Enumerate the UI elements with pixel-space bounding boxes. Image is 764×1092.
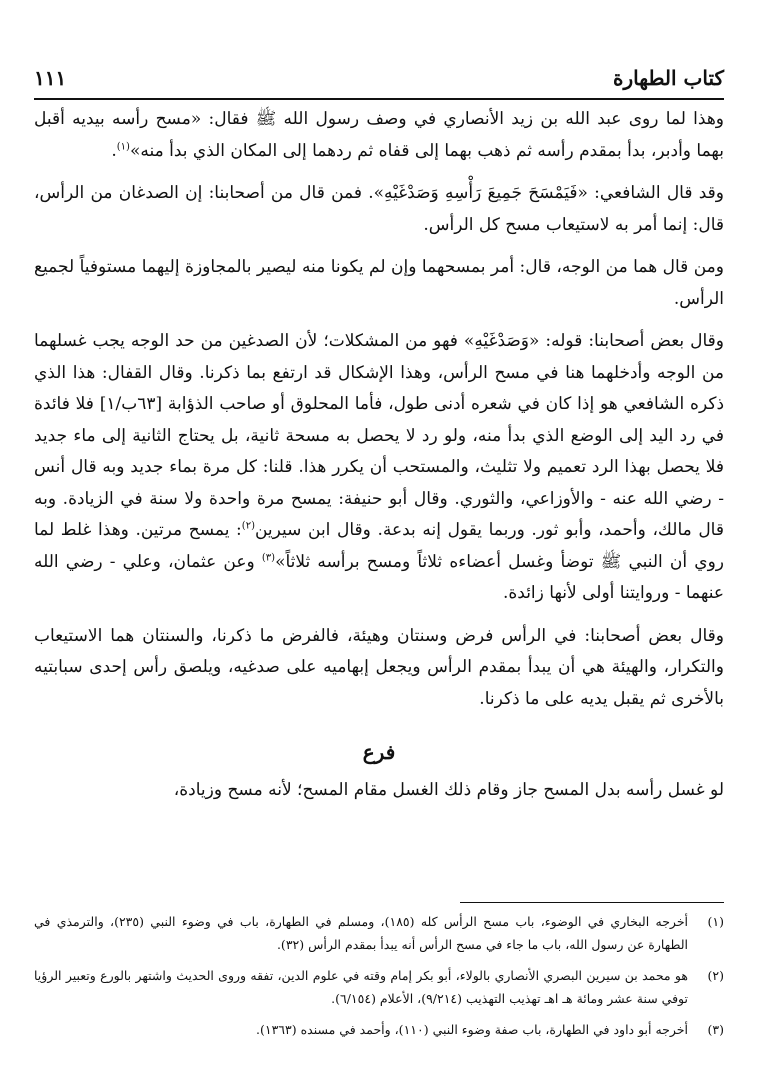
footnote-ref-1[interactable]: (١)	[116, 140, 130, 152]
paragraph-text: : يمسح مرتين. وهذا غلط لما روي أن النبي ﷺ توضأ وغسل أعضاءه ثلاثاً ومسح برأسه ثلاثاً»	[34, 520, 725, 572]
footnote-text: أخرجه أبو داود في الطهارة، باب صفة وضوء النبي (١١٠)، وأحمد في مسنده (١٣٦٣).	[256, 1022, 688, 1037]
running-header	[34, 58, 724, 98]
footnote-1	[34, 910, 724, 956]
header-rule	[34, 98, 724, 100]
paragraph-1	[34, 104, 724, 167]
footnote-number: (١)	[707, 914, 724, 929]
footnote-number: (٢)	[707, 968, 724, 983]
footnote-3	[34, 1018, 724, 1041]
footnotes	[34, 910, 724, 1049]
paragraph-text: وهذا لما روى عبد الله بن زيد الأنصاري في وصف رسول الله ﷺ فقال: «مسح رأسه بيديه أقبل بهما وأدبر، بدأ بمقدم رأسه ثم ذهب بهما إلى قفاه ثم ردهما إلى المكان الذي بدأ منه»	[34, 109, 724, 161]
footnote-2	[34, 964, 724, 1010]
paragraph-4	[34, 326, 724, 610]
paragraph-6: لو غسل رأسه بدل المسح جاز وقام ذلك الغسل مقام المسح؛ لأنه مسح وزيادة،	[173, 779, 724, 800]
footnote-text: هو محمد بن سيرين البصري الأنصاري بالولاء، أبو بكر إمام وقته في علوم الدين، تفقه وروى الحديث واشتهر بالورع وتعبير الرؤيا توفي سنة عشر ومائة هـ اهـ تهذيب التهذيب (٩/٢١٤)، الأعلام (٦/١٥٤).	[34, 968, 688, 1006]
footnote-text: أخرجه البخاري في الوضوء، باب مسح الرأس كله (١٨٥)، ومسلم في الطهارة، باب في وضوء النبي (٢٣٥)، والترمذي في الطهارة عن رسول الله، باب ما جاء في مسح الرأس أنه يبدأ بمقدم الرأس (٣٢).	[34, 914, 689, 952]
paragraph-3: ومن قال هما من الوجه، قال: أمر بمسحهما وإن لم يكونا منه ليصير بالمجاوزة إليهما مستوفياً لجميع الرأس.	[34, 257, 724, 309]
footnote-number: (٣)	[707, 1022, 724, 1037]
footnote-ref-3[interactable]: (٣)	[261, 551, 276, 563]
main-text	[34, 104, 724, 817]
paragraph-5: وقال بعض أصحابنا: في الرأس فرض وسنتان وهيئة، فالفرض ما ذكرنا، والسنتان هما الاستيعاب والتكرار، والهيئة هي أن يبدأ بمقدم الرأس ويجعل إبهاميه على صدغيه، ويلصق رأس إحدى سبابتيه بالأخرى ثم يقبل يديه على ما ذكرنا.	[34, 625, 724, 709]
section-heading: فرع	[362, 740, 396, 764]
chapter-title: كتاب الطهارة	[613, 66, 724, 90]
paragraph-2: وقد قال الشافعي: «فَيَمْسَحَ جَمِيعَ رَأْسِهِ وَصَدْغَيْهِ». فمن قال من أصحابنا: إن الصدغان من الرأس، قال: إنما أمر به لاستيعاب مسح كل الرأس.	[34, 183, 724, 235]
footnote-rule	[460, 902, 724, 903]
footnote-ref-2[interactable]: (٢)	[241, 520, 255, 532]
period: .	[111, 140, 117, 161]
paragraph-text: وقال بعض أصحابنا: قوله: «وَصَدْغَيْهِ» فهو من المشكلات؛ لأن الصدغين من حد الوجه يجب غسلهما من الوجه وأدخلهما هنا في مسح الرأس، وهذا الإشكال قد ارتفع بما ذكرنا. وقال القفال: هذا الذي ذكره الشافعي هو إذا كان في شعره أدنى طول، فأما المحلوق أو صاحب الذؤابة [٦٣ب/١] فلا فائدة في رد اليد إلى الوضع الذي بدأ منه، ولو رد لا يحصل به مسحة ثانية، بل يحتاج الثانية إلى ماء جديد فلا يحصل بهذا الرد تعميم ولا تثليث، والمستحب أن يكرر هذا. قلنا: كل مرة بماء جديد وبه قال أنس - رضي الله عنه - والأوزاعي، والثوري. وقال أبو حنيفة: يمسح مرة واحدة ولا سنة في الزيادة. وبه قال مالك، وأحمد، وأبو ثور. وربما يقول إنه بدعة. وقال ابن سيرين	[34, 331, 725, 540]
paragraph-text: وعن عثمان، وعلي - رضي الله عنهما - وروايتنا أولى لأنها زائدة.	[34, 551, 724, 603]
page-number: ١١١	[34, 66, 67, 90]
